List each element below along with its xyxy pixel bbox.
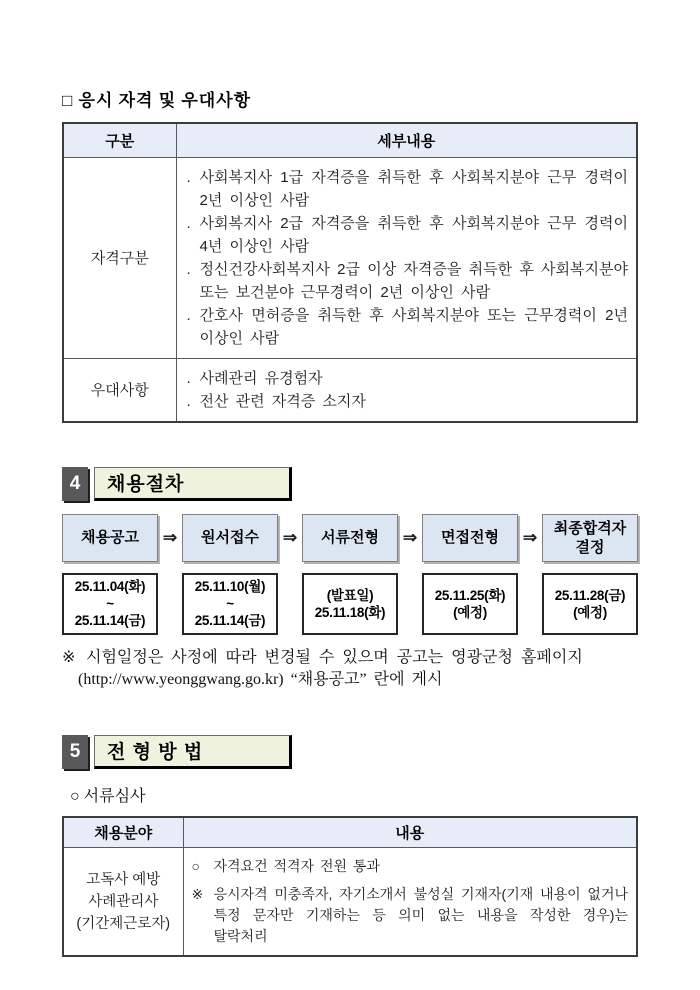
list-item-text: 사회복지사 1급 자격증을 취득한 후 사회복지분야 근무 경력이 2년 이상인 사람 <box>199 168 628 209</box>
qual-header-details: 세부내용 <box>176 123 637 157</box>
date-box-final-decision <box>542 573 638 635</box>
date-line: 25.11.14(금) <box>74 613 146 628</box>
date-line: ~ <box>106 596 114 611</box>
section4-title: 채용절차 <box>94 467 292 501</box>
date-line: 25.11.04(화) <box>74 579 146 594</box>
section-title-qualifications: □ 응시 자격 및 우대사항 <box>62 91 252 110</box>
flow-step-document-screening: 서류전형 <box>302 514 398 562</box>
list-item <box>187 367 629 390</box>
list-item-text: 정신건강사회복지사 2급 이상 자격증을 취득한 후 사회복지분야 또는 보건분야 근무경력이 2년 이상인 사람 <box>199 260 628 301</box>
qualification-table-header-row <box>63 123 637 157</box>
page-content <box>62 86 638 957</box>
arrow-right-icon: ⇒ <box>402 527 418 547</box>
bullet-dot: . <box>186 260 191 278</box>
section5-title: 전 형 방 법 <box>94 735 292 769</box>
list-item-text: 전산 관련 자격증 소지자 <box>199 392 366 410</box>
flow-step-interview: 면접전형 <box>422 514 518 562</box>
note-line-1 <box>62 647 638 669</box>
list-item <box>187 212 629 258</box>
qualification-table <box>62 122 638 423</box>
field-line: 고독사 예방 <box>86 871 161 888</box>
bullet-dot: . <box>186 214 191 232</box>
bullet-dot: . <box>186 306 191 324</box>
section5-header <box>62 735 638 769</box>
date-line: 25.11.28(금) <box>554 587 626 603</box>
list-item <box>187 304 629 350</box>
list-item <box>187 258 629 304</box>
date-line: 25.11.10(월) <box>194 579 266 594</box>
date-line: (발표일) <box>326 587 374 603</box>
arrow-right-icon: ⇒ <box>162 527 178 547</box>
date-line: ~ <box>226 596 234 611</box>
field-line: (기간제근로자) <box>76 915 171 932</box>
reference-mark-icon: ※ <box>62 648 76 666</box>
date-box-document-screening <box>302 573 398 635</box>
date-box-interview <box>422 573 518 635</box>
bullet-dot: . <box>186 168 191 186</box>
bullet-dot: . <box>186 369 191 387</box>
date-line: 25.11.14(금) <box>194 613 266 628</box>
reference-mark-icon: ※ <box>191 886 204 902</box>
date-line: 25.11.18(화) <box>314 604 386 620</box>
arrow-right-icon: ⇒ <box>282 527 298 547</box>
table-row-preference <box>63 358 637 422</box>
method-table-header-row <box>63 817 637 848</box>
flow-step-application: 원서접수 <box>182 514 278 562</box>
pref-row-details <box>176 358 637 422</box>
qual-row-category: 자격구분 <box>63 157 176 358</box>
bullet-dot: . <box>186 392 191 410</box>
recruitment-flowchart <box>62 514 638 562</box>
date-line: 25.11.25(화) <box>434 587 506 603</box>
table-row-method <box>63 848 637 957</box>
date-line: (예정) <box>573 604 607 620</box>
method-item-text: 자격요건 적격자 전원 통과 <box>213 858 380 874</box>
list-item-text: 사례관리 유경험자 <box>199 369 323 387</box>
selection-method-table <box>62 816 638 958</box>
circle-bullet-icon: ○ <box>191 858 200 874</box>
flow-step-announcement: 채용공고 <box>62 514 158 562</box>
method-row-field <box>63 848 183 957</box>
list-item-text: 간호사 면허증을 취득한 후 사회복지분야 또는 근무경력이 2년 이상인 사람 <box>199 306 628 347</box>
section4-number-badge: 4 <box>62 467 88 501</box>
flow-step-final-decision: 최종합격자 결정 <box>542 514 638 562</box>
section5-number-badge: 5 <box>62 735 88 769</box>
list-item <box>187 390 629 413</box>
date-box-application <box>182 573 278 635</box>
note-line-2: (http://www.yeonggwang.go.kr) “채용공고” 란에 게시 <box>78 670 443 688</box>
method-item <box>192 884 629 947</box>
date-line: (예정) <box>453 604 487 620</box>
method-item <box>192 856 629 877</box>
subsection-document-review: ○ 서류심사 <box>70 787 146 805</box>
field-line: 사례관리사 <box>88 893 159 910</box>
pref-row-category: 우대사항 <box>63 358 176 422</box>
schedule-date-row <box>62 573 638 635</box>
table-row-qualification <box>63 157 637 358</box>
note-text: 시험일정은 사정에 따라 변경될 수 있으며 공고는 영광군청 홈페이지 <box>86 648 583 666</box>
section4-header <box>62 467 638 501</box>
qual-header-category: 구분 <box>63 123 176 157</box>
schedule-note <box>62 647 638 691</box>
method-header-content: 내용 <box>183 817 637 848</box>
qual-row-details <box>176 157 637 358</box>
method-row-content <box>183 848 637 957</box>
list-item-text: 사회복지사 2급 자격증을 취득한 후 사회복지분야 근무 경력이 4년 이상인 사람 <box>199 214 628 255</box>
date-box-announcement <box>62 573 158 635</box>
method-header-field: 채용분야 <box>63 817 183 848</box>
method-item-text: 응시자격 미충족자, 자기소개서 불성실 기재자(기재 내용이 없거나 특정 문자만 기재하는 등 의미 없는 내용을 작성한 경우)는 탈락처리 <box>213 886 628 944</box>
arrow-right-icon: ⇒ <box>522 527 538 547</box>
list-item <box>187 166 629 212</box>
